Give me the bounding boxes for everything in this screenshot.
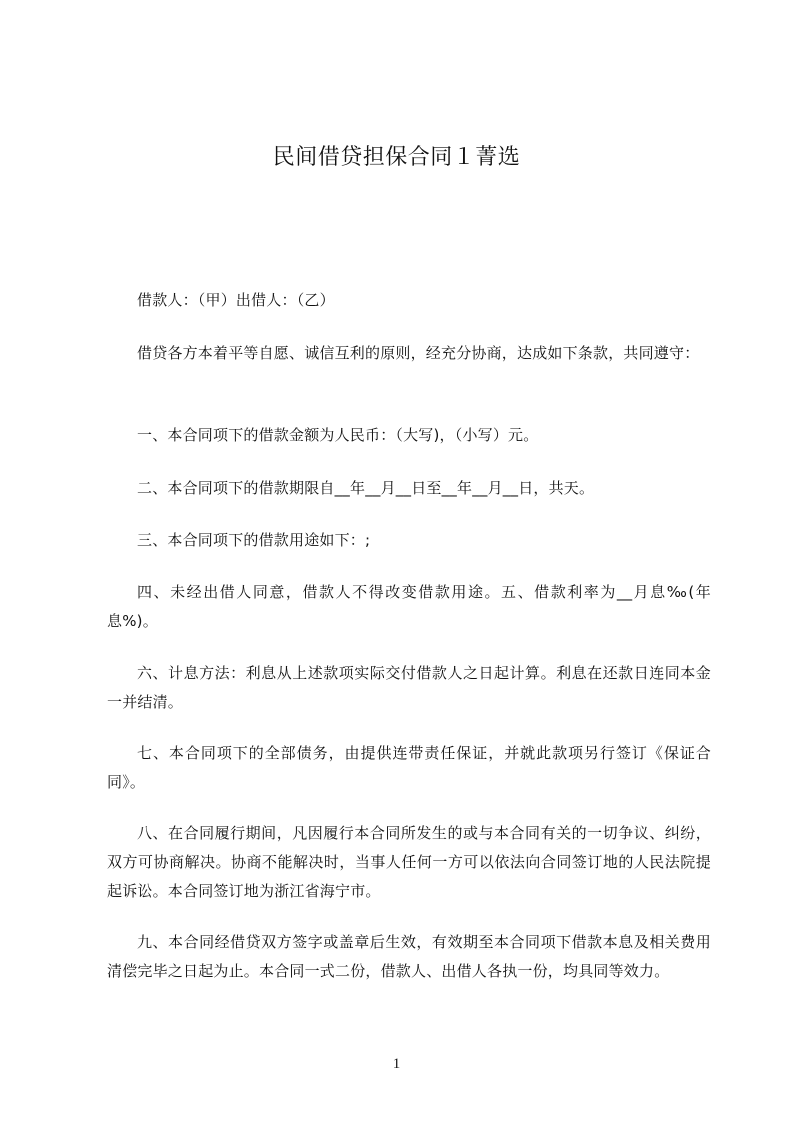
page-number: 1 (392, 1056, 401, 1072)
clause-9-effectiveness: 九、本合同经借贷双方签字或盖章后生效，有效期至本合同项下借款本息及相关费用清偿完毕之日起为止。本合同一式二份，借款人、出借人各执一份，均具同等效力。 (107, 933, 711, 980)
clause-2-term: 二、本合同项下的借款期限自__年__月__日至__年__月__日，共天。 (137, 479, 595, 497)
clause-6-interest-calculation: 六、计息方法：利息从上述款项实际交付借款人之日起计算。利息在还款日连同本金一并结清。 (107, 664, 711, 711)
clause-8-disputes: 八、在合同履行期间，凡因履行本合同所发生的或与本合同有关的一切争议、纠纷，双方可协商解决。协商不能解决时，当事人任何一方可以依法向合同签订地的人民法院提起诉讼。本合同签订地为浙江省海宁市。 (107, 824, 711, 900)
clause-4-5-interest-rate: 四、未经出借人同意，借款人不得改变借款用途。五、借款利率为__月息‰(年息%)。 (107, 583, 711, 630)
clause-1-amount: 一、本合同项下的借款金额为人民币：（大写)，（小写）元。 (137, 426, 539, 444)
clause-3-purpose: 三、本合同项下的借款用途如下：; (137, 531, 371, 549)
clause-7-guarantee: 七、本合同项下的全部债务，由提供连带责任保证，并就此款项另行签订《保证合同》。 (107, 744, 711, 791)
document-title: 民间借贷担保合同１菁选 (272, 145, 521, 170)
parties-line: 借款人：（甲）出借人：（乙） (137, 291, 335, 309)
preamble-paragraph: 借贷各方本着平等自愿、诚信互利的原则，经充分协商，达成如下条款，共同遵守： (137, 344, 700, 362)
